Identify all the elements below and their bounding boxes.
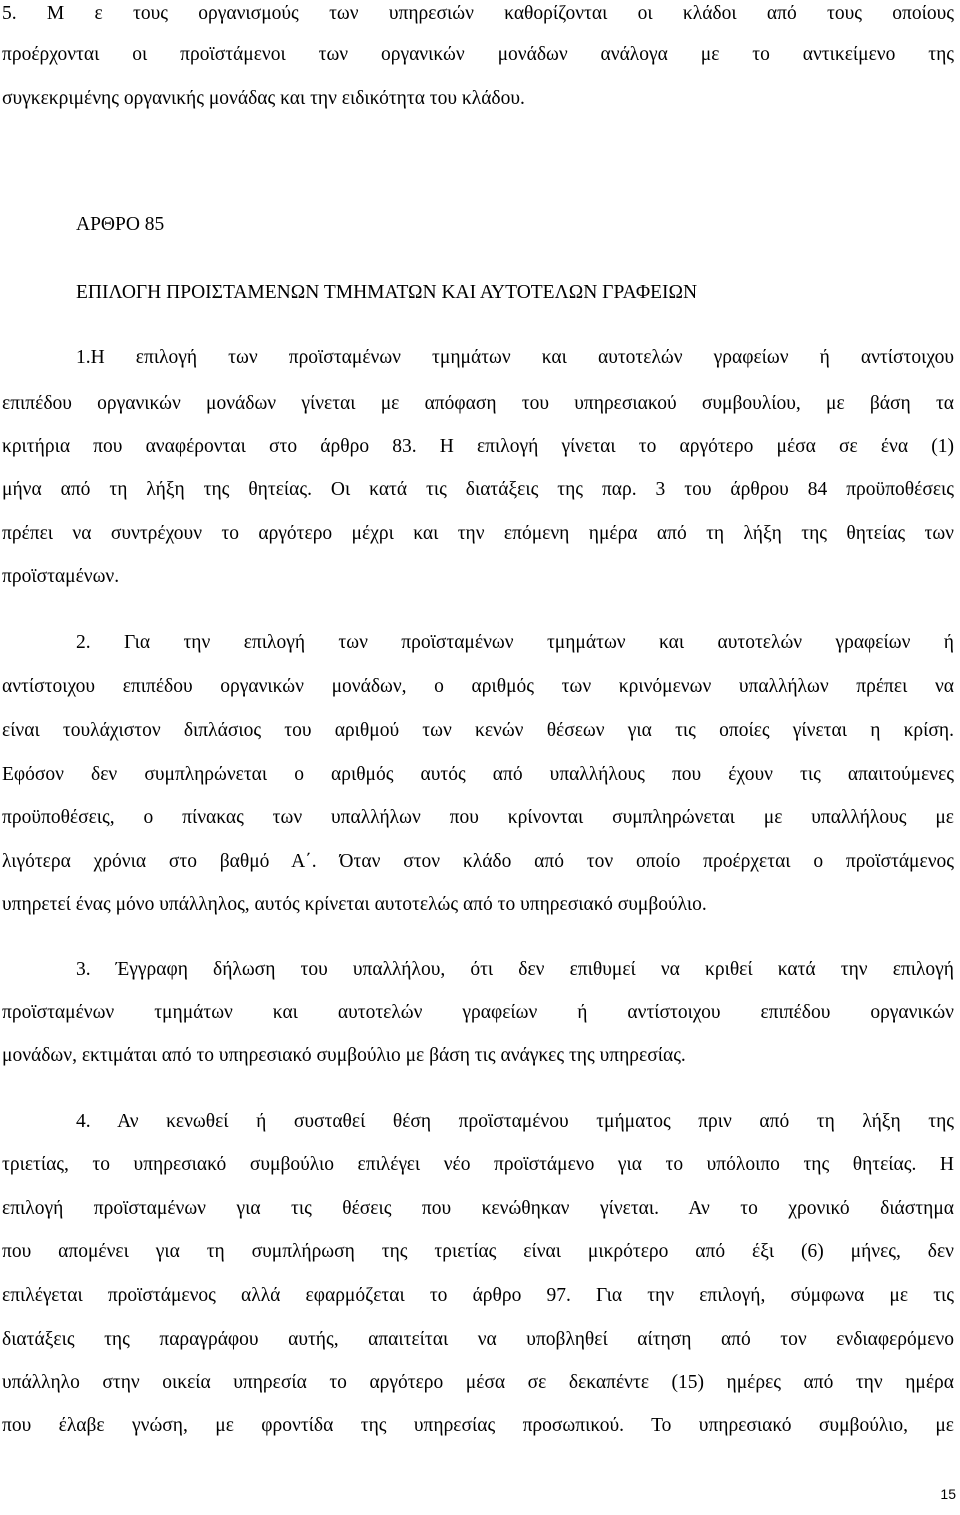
text-line: λιγότερα χρόνια στο βαθμό Α΄. Όταν στον κλάδο από τον οποίο προέρχεται ο προϊστάμενος	[2, 851, 954, 872]
text-line: επιλογή προϊσταμένων για τις θέσεις που κενώθηκαν γίνεται. Αν το χρονικό διάστημα	[2, 1198, 954, 1219]
text-line: 4. Αν κενωθεί ή συσταθεί θέση προϊσταμένου τμήματος πριν από τη λήξη της	[76, 1111, 954, 1132]
text-line: προέρχονται οι προϊστάμενοι των οργανικών μονάδων ανάλογα με το αντικείμενο της	[2, 44, 954, 65]
text-line: διατάξεις της παραγράφου αυτής, απαιτείται να υποβληθεί αίτηση από τον ενδιαφερόμενο	[2, 1329, 954, 1350]
text-line: που απομένει για τη συμπλήρωση της τριετίας είναι μικρότερο από έξι (6) μήνες, δεν	[2, 1241, 954, 1262]
article-heading: ΑΡΘΡΟ 85	[76, 214, 165, 235]
text-line: μήνα από τη λήξη της θητείας. Οι κατά τις διατάξεις της παρ. 3 του άρθρου 84 προϋποθέσεις	[2, 479, 954, 500]
text-line: είναι τουλάχιστον διπλάσιος του αριθμού των κενών θέσεων για τις οποίες γίνεται η κρίση.	[2, 720, 954, 741]
text-line: Εφόσον δεν συμπληρώνεται ο αριθμός αυτός από υπαλλήλους που έχουν τις απαιτούμενες	[2, 764, 954, 785]
text-line: κριτήρια που αναφέρονται στο άρθρο 83. Η επιλογή γίνεται το αργότερο μέσα σε ένα (1)	[2, 436, 954, 457]
text-line: υπάλληλο στην οικεία υπηρεσία το αργότερο μέσα σε δεκαπέντε (15) ημέρες από την ημέρα	[2, 1372, 954, 1393]
text-line: που έλαβε γνώση, με φροντίδα της υπηρεσίας προσωπικού. Το υπηρεσιακό συμβούλιο, με	[2, 1415, 954, 1436]
text-line: 1.Η επιλογή των προϊσταμένων τμημάτων και αυτοτελών γραφείων ή αντίστοιχου	[76, 347, 954, 368]
text-line: προϋποθέσεις, ο πίνακας των υπαλλήλων που κρίνονται συμπληρώνεται με υπαλλήλους με	[2, 807, 954, 828]
text-line: αντίστοιχου επιπέδου οργανικών μονάδων, ο αριθμός των κρινόμενων υπαλλήλων πρέπει να	[2, 676, 954, 697]
text-line: πρέπει να συντρέχουν το αργότερο μέχρι και την επόμενη ημέρα από τη λήξη της θητείας των	[2, 523, 954, 544]
text-line: προϊσταμένων.	[2, 566, 120, 587]
text-line: προϊσταμένων τμημάτων και αυτοτελών γραφείων ή αντίστοιχου επιπέδου οργανικών	[2, 1002, 954, 1023]
text-line: μονάδων, εκτιμάται από το υπηρεσιακό συμβούλιο με βάση τις ανάγκες της υπηρεσίας.	[2, 1045, 686, 1066]
text-line: 2. Για την επιλογή των προϊσταμένων τμημάτων και αυτοτελών γραφείων ή	[76, 632, 954, 653]
text-line: επιπέδου οργανικών μονάδων γίνεται με απόφαση του υπηρεσιακού συμβουλίου, με βάση τα	[2, 393, 954, 414]
text-line: 3. Έγγραφη δήλωση του υπαλλήλου, ότι δεν επιθυμεί να κριθεί κατά την επιλογή	[76, 959, 954, 980]
text-line: τριετίας, το υπηρεσιακό συμβούλιο επιλέγει νέο προϊστάμενο για το υπόλοιπο της θητείας. Η	[2, 1154, 954, 1175]
text-line: 5. Μ ε τους οργανισμούς των υπηρεσιών καθορίζονται οι κλάδοι από τους οποίους	[2, 3, 954, 24]
text-line: συγκεκριμένης οργανικής μονάδας και την ειδικότητα του κλάδου.	[2, 88, 525, 109]
text-line: υπηρετεί ένας μόνο υπάλληλος, αυτός κρίνεται αυτοτελώς από το υπηρεσιακό συμβούλιο.	[2, 894, 707, 915]
text-line: επιλέγεται προϊστάμενος αλλά εφαρμόζεται το άρθρο 97. Για την επιλογή, σύμφωνα με τις	[2, 1285, 954, 1306]
article-title: ΕΠΙΛΟΓΗ ΠΡΟΙΣΤΑΜΕΝΩΝ ΤΜΗΜΑΤΩΝ ΚΑΙ ΑΥΤΟΤΕΛΩΝ ΓΡΑΦΕΙΩΝ	[76, 282, 698, 303]
page-number: 15	[940, 1486, 956, 1502]
